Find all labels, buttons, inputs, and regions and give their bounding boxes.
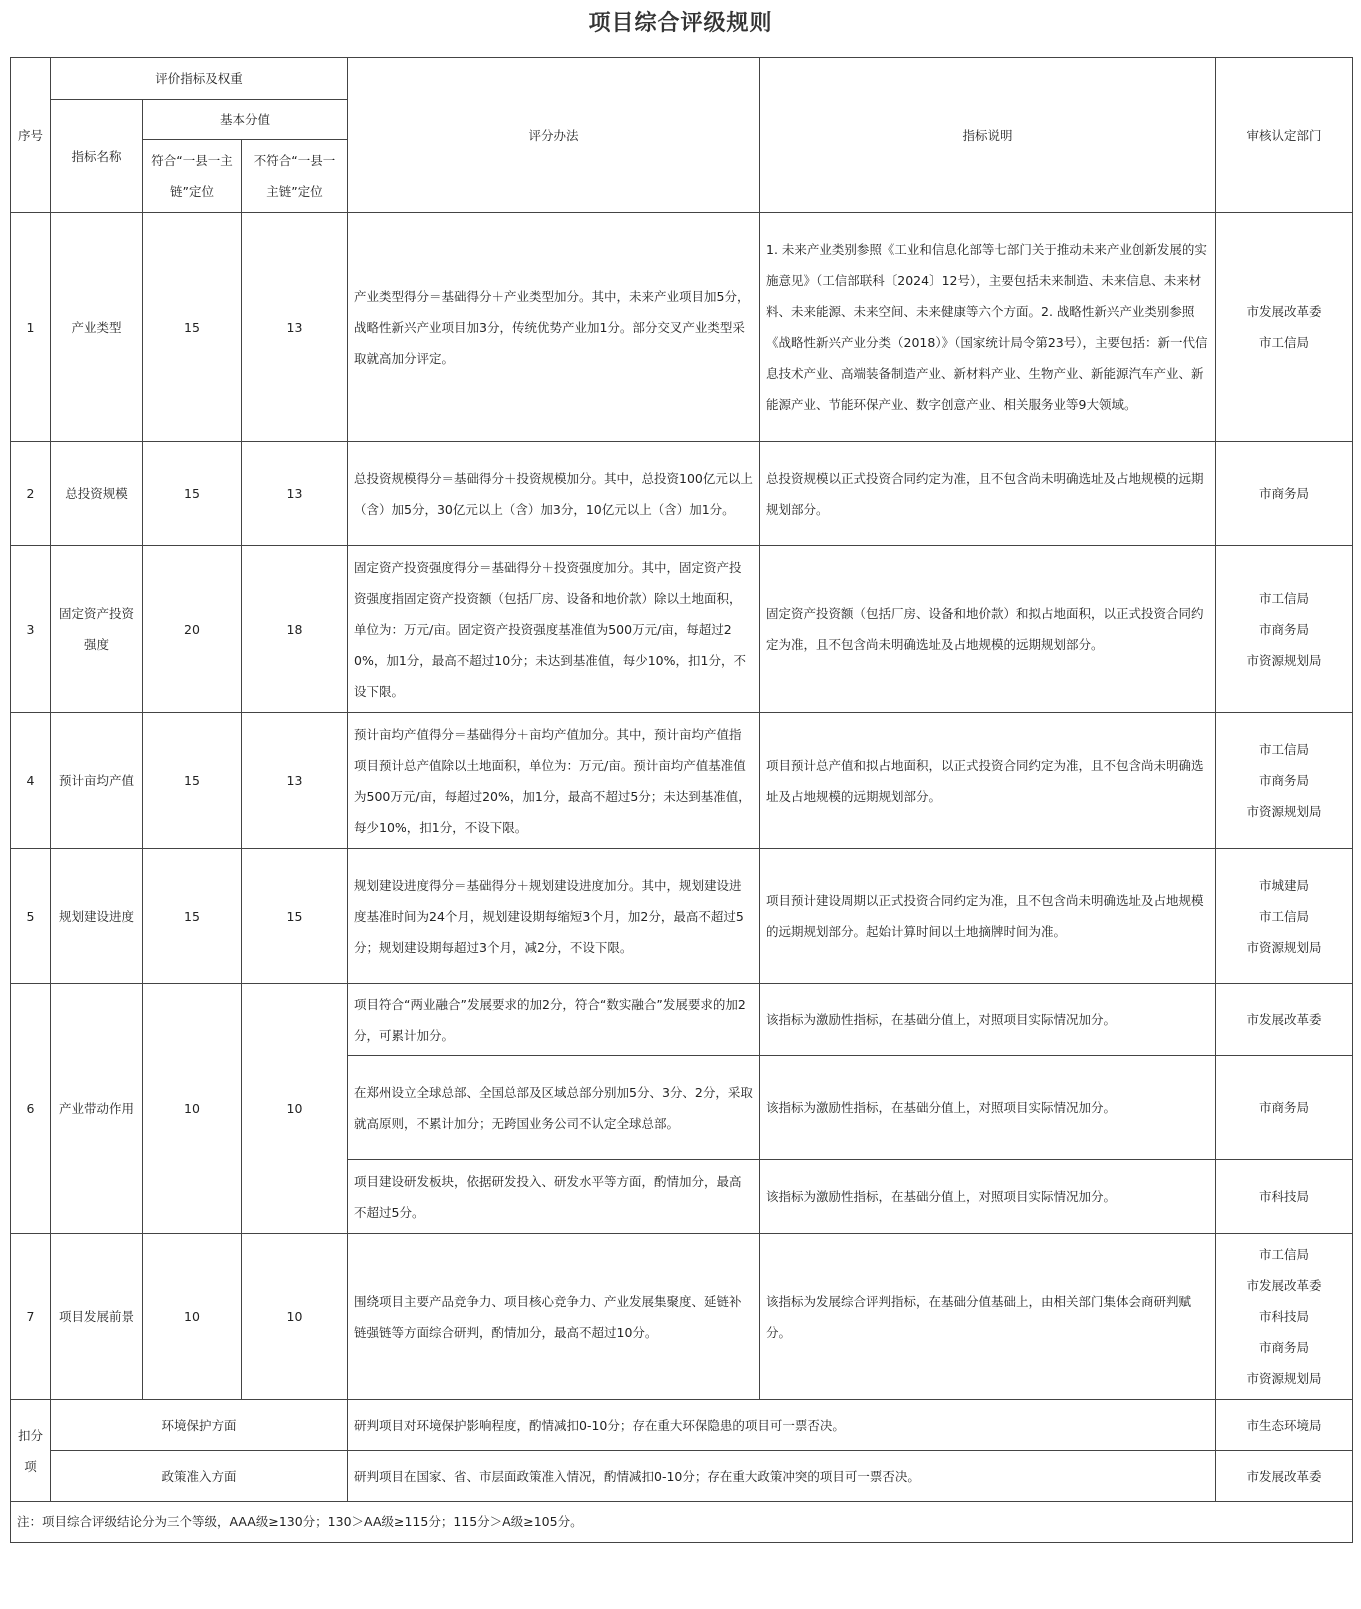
row-fit-score: 15 xyxy=(143,713,242,849)
header-indicator-name: 指标名称 xyxy=(51,100,143,213)
row-fit-score: 15 xyxy=(143,849,242,984)
table-row xyxy=(11,1451,1353,1502)
deduction-item-name: 环境保护方面 xyxy=(51,1400,348,1451)
row-explain: 该指标为激励性指标，在基础分值上，对照项目实际情况加分。 xyxy=(760,984,1216,1056)
deduction-item-name: 政策准入方面 xyxy=(51,1451,348,1502)
row-explain: 该指标为激励性指标，在基础分值上，对照项目实际情况加分。 xyxy=(760,1056,1216,1160)
row-fit-score: 10 xyxy=(143,1234,242,1400)
row-explain: 该指标为发展综合评判指标，在基础分值基础上，由相关部门集体会商研判赋分。 xyxy=(760,1234,1216,1400)
row-seq: 2 xyxy=(11,442,51,546)
row-dept: 市发展改革委 xyxy=(1216,984,1353,1056)
row-indicator-name: 产业类型 xyxy=(51,213,143,442)
row-indicator-name: 产业带动作用 xyxy=(51,984,143,1234)
row-fit-score: 20 xyxy=(143,546,242,713)
header-basic-score: 基本分值 xyxy=(143,100,348,140)
row-not-fit-score: 13 xyxy=(242,442,348,546)
row-explain: 该指标为激励性指标，在基础分值上，对照项目实际情况加分。 xyxy=(760,1160,1216,1234)
row-dept: 市商务局 xyxy=(1216,442,1353,546)
table-row xyxy=(11,442,1353,546)
header-indicators-weights: 评价指标及权重 xyxy=(51,58,348,100)
row-method: 预计亩均产值得分＝基础得分＋亩均产值加分。其中，预计亩均产值指项目预计总产值除以土地面积，单位为：万元/亩。预计亩均产值基准值为500万元/亩，每超过20%，加1分，最高不超过5分；未达到基准值，每少10%，扣1分，不设下限。 xyxy=(348,713,760,849)
row-seq: 6 xyxy=(11,984,51,1234)
row-method: 规划建设进度得分＝基础得分＋规划建设进度加分。其中，规划建设进度基准时间为24个月，规划建设期每缩短3个月，加2分，最高不超过5分；规划建设期每超过3个月，减2分，不设下限。 xyxy=(348,849,760,984)
row-explain: 项目预计建设周期以正式投资合同约定为准，且不包含尚未明确选址及占地规模的远期规划部分。起始计算时间以土地摘牌时间为准。 xyxy=(760,849,1216,984)
row-seq: 7 xyxy=(11,1234,51,1400)
row-explain: 1. 未来产业类别参照《工业和信息化部等七部门关于推动未来产业创新发展的实施意见》（工信部联科〔2024〕12号），主要包括未来制造、未来信息、未来材料、未来能源、未来空间、未来健康等六个方面。2. 战略性新兴产业类别参照《战略性新兴产业分类（2018）》（国家统计局令第23号），主要包括：新一代信息技术产业、高端装备制造产业、新材料产业、生物产业、新能源汽车产业、新能源产业、节能环保产业、数字创意产业、相关服务业等9大领域。 xyxy=(760,213,1216,442)
header-seq: 序号 xyxy=(11,58,51,213)
row-seq: 3 xyxy=(11,546,51,713)
row-fit-score: 15 xyxy=(143,442,242,546)
row-seq: 1 xyxy=(11,213,51,442)
row-dept: 市工信局 市商务局 市资源规划局 xyxy=(1216,713,1353,849)
row-indicator-name: 项目发展前景 xyxy=(51,1234,143,1400)
table-row xyxy=(11,984,1353,1056)
deduction-item-method: 研判项目对环境保护影响程度，酌情减扣0-10分；存在重大环保隐患的项目可一票否决。 xyxy=(348,1400,1216,1451)
row-method: 产业类型得分＝基础得分＋产业类型加分。其中，未来产业项目加5分，战略性新兴产业项目加3分，传统优势产业加1分。部分交叉产业类型采取就高加分评定。 xyxy=(348,213,760,442)
row-not-fit-score: 10 xyxy=(242,1234,348,1400)
header-fit-col: 符合“一县一主链”定位 xyxy=(143,140,242,213)
row-dept: 市城建局 市工信局 市资源规划局 xyxy=(1216,849,1353,984)
row-method: 在郑州设立全球总部、全国总部及区域总部分别加5分、3分、2分，采取就高原则，不累计加分；无跨国业务公司不认定全球总部。 xyxy=(348,1056,760,1160)
deduction-item-dept: 市发展改革委 xyxy=(1216,1451,1353,1502)
row-fit-score: 15 xyxy=(143,213,242,442)
row-method: 总投资规模得分＝基础得分＋投资规模加分。其中，总投资100亿元以上（含）加5分，30亿元以上（含）加3分，10亿元以上（含）加1分。 xyxy=(348,442,760,546)
deduction-item-dept: 市生态环境局 xyxy=(1216,1400,1353,1451)
row-fit-score: 10 xyxy=(143,984,242,1234)
row-explain: 总投资规模以正式投资合同约定为准，且不包含尚未明确选址及占地规模的远期规划部分。 xyxy=(760,442,1216,546)
table-row xyxy=(11,1400,1353,1451)
row-dept: 市工信局 市发展改革委 市科技局 市商务局 市资源规划局 xyxy=(1216,1234,1353,1400)
header-not-fit-col: 不符合“一县一主链”定位 xyxy=(242,140,348,213)
rating-rules-table xyxy=(10,57,1353,1543)
row-method: 项目建设研发板块，依据研发投入、研发水平等方面，酌情加分，最高不超过5分。 xyxy=(348,1160,760,1234)
header-explain: 指标说明 xyxy=(760,58,1216,213)
table-row xyxy=(11,713,1353,849)
row-not-fit-score: 15 xyxy=(242,849,348,984)
row-not-fit-score: 18 xyxy=(242,546,348,713)
deduction-label: 扣分项 xyxy=(11,1400,51,1502)
table-row xyxy=(11,1502,1353,1543)
row-dept: 市科技局 xyxy=(1216,1160,1353,1234)
row-indicator-name: 规划建设进度 xyxy=(51,849,143,984)
row-explain: 固定资产投资额（包括厂房、设备和地价款）和拟占地面积，以正式投资合同约定为准，且不包含尚未明确选址及占地规模的远期规划部分。 xyxy=(760,546,1216,713)
row-explain: 项目预计总产值和拟占地面积，以正式投资合同约定为准，且不包含尚未明确选址及占地规模的远期规划部分。 xyxy=(760,713,1216,849)
row-not-fit-score: 13 xyxy=(242,713,348,849)
table-row xyxy=(11,213,1353,442)
row-dept: 市商务局 xyxy=(1216,1056,1353,1160)
row-indicator-name: 固定资产投资强度 xyxy=(51,546,143,713)
row-method: 固定资产投资强度得分＝基础得分＋投资强度加分。其中，固定资产投资强度指固定资产投资额（包括厂房、设备和地价款）除以土地面积，单位为：万元/亩。固定资产投资强度基准值为500万元/亩，每超过20%，加1分，最高不超过10分；未达到基准值，每少10%，扣1分，不设下限。 xyxy=(348,546,760,713)
table-row xyxy=(11,546,1353,713)
header-dept: 审核认定部门 xyxy=(1216,58,1353,213)
row-method: 项目符合“两业融合”发展要求的加2分，符合“数实融合”发展要求的加2分，可累计加分。 xyxy=(348,984,760,1056)
row-seq: 4 xyxy=(11,713,51,849)
row-seq: 5 xyxy=(11,849,51,984)
row-method: 围绕项目主要产品竞争力、项目核心竞争力、产业发展集聚度、延链补链强链等方面综合研判，酌情加分，最高不超过10分。 xyxy=(348,1234,760,1400)
deduction-item-method: 研判项目在国家、省、市层面政策准入情况，酌情减扣0-10分；存在重大政策冲突的项目可一票否决。 xyxy=(348,1451,1216,1502)
row-indicator-name: 预计亩均产值 xyxy=(51,713,143,849)
row-not-fit-score: 13 xyxy=(242,213,348,442)
row-dept: 市发展改革委 市工信局 xyxy=(1216,213,1353,442)
page-title: 项目综合评级规则 xyxy=(588,10,773,36)
row-not-fit-score: 10 xyxy=(242,984,348,1234)
header-method: 评分办法 xyxy=(348,58,760,213)
row-dept: 市工信局 市商务局 市资源规划局 xyxy=(1216,546,1353,713)
row-indicator-name: 总投资规模 xyxy=(51,442,143,546)
table-row xyxy=(11,1234,1353,1400)
footnote: 注：项目综合评级结论分为三个等级，AAA级≥130分；130＞AA级≥115分；115分＞A级≥105分。 xyxy=(11,1502,1353,1543)
table-row xyxy=(11,849,1353,984)
